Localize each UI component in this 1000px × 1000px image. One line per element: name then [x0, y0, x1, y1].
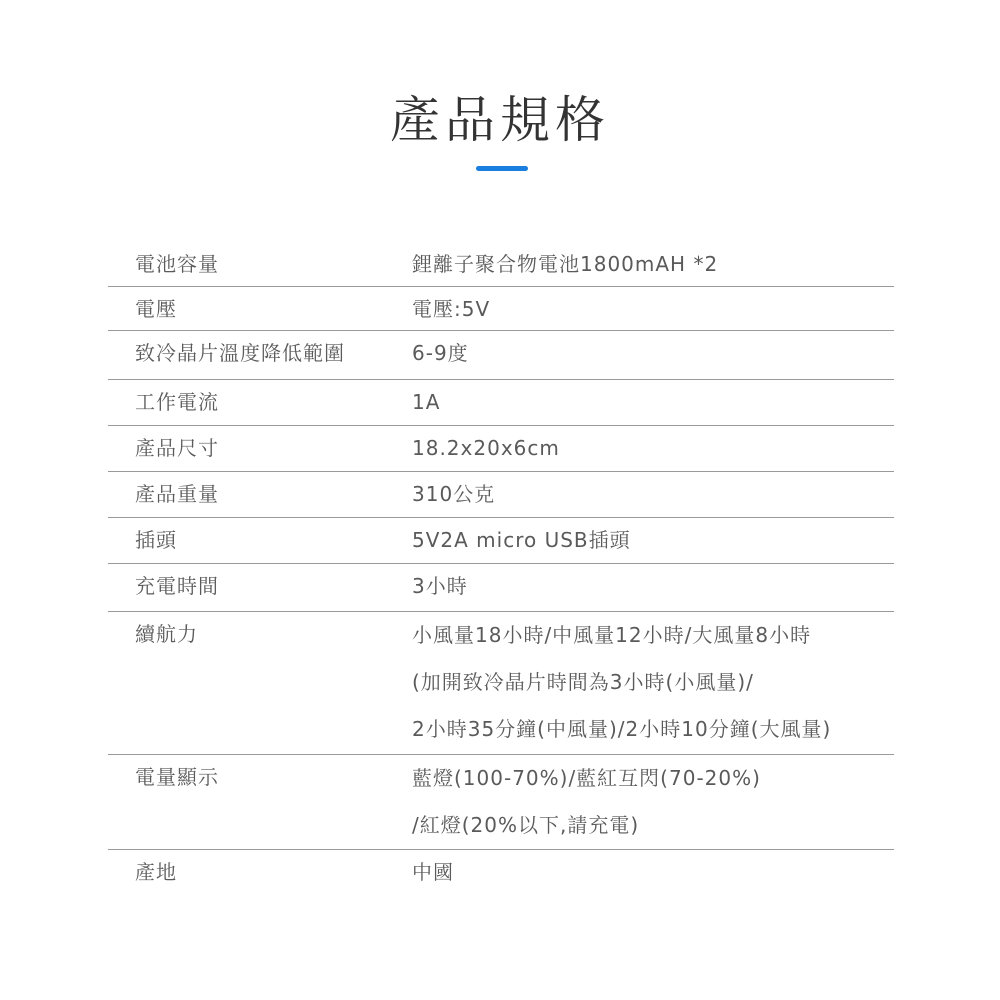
- spec-row-working-current: [108, 380, 894, 426]
- spec-value: [412, 426, 894, 471]
- spec-value: [412, 518, 894, 563]
- spec-value-line: 鋰離子聚合物電池1800mAH *2: [412, 252, 719, 276]
- spec-label: 電壓: [135, 297, 177, 321]
- spec-row-cooling-range: [108, 331, 894, 380]
- page-title: 產品規格: [390, 91, 610, 149]
- spec-value-line: 中國: [412, 860, 454, 884]
- spec-value-line: 電壓:5V: [412, 297, 491, 321]
- spec-value-line: /紅燈(20%以下,請充電): [412, 813, 640, 837]
- spec-value: [412, 331, 894, 379]
- spec-value: [412, 380, 894, 425]
- spec-row-battery-indicator: [108, 755, 894, 850]
- spec-label: 插頭: [135, 528, 177, 552]
- spec-value-line: 18.2x20x6cm: [412, 436, 560, 460]
- spec-value-line: (加開致冷晶片時間為3小時(小風量)/: [412, 670, 754, 694]
- spec-value-line: 藍燈(100-70%)/藍紅互閃(70-20%): [412, 766, 761, 790]
- spec-value: [412, 850, 894, 896]
- spec-row-product-size: [108, 426, 894, 472]
- spec-label: 續航力: [135, 622, 198, 646]
- spec-label: 工作電流: [135, 390, 219, 414]
- spec-row-product-weight: [108, 472, 894, 518]
- spec-value-line: 5V2A micro USB插頭: [412, 528, 631, 552]
- spec-value-line: 1A: [412, 390, 441, 414]
- spec-value-line: 310公克: [412, 482, 496, 506]
- spec-value-line: 2小時35分鐘(中風量)/2小時10分鐘(大風量): [412, 717, 832, 741]
- spec-row-charging-time: [108, 564, 894, 612]
- spec-label: 產品重量: [135, 482, 219, 506]
- spec-value: [412, 755, 894, 849]
- spec-label: 產品尺寸: [135, 436, 219, 460]
- spec-label: 電量顯示: [135, 765, 219, 789]
- spec-row-battery-capacity: [108, 242, 894, 287]
- spec-row-voltage: [108, 287, 894, 331]
- spec-row-plug: [108, 518, 894, 564]
- title-underline-accent: [476, 166, 528, 171]
- spec-value: [412, 287, 894, 330]
- spec-label: 致冷晶片溫度降低範圍: [135, 341, 345, 365]
- spec-table: [108, 242, 894, 896]
- spec-value: [412, 564, 894, 611]
- spec-label: 電池容量: [135, 252, 219, 276]
- spec-value-line: 3小時: [412, 574, 468, 598]
- spec-value: [412, 472, 894, 517]
- spec-value-line: 6-9度: [412, 341, 469, 365]
- spec-value: [412, 612, 894, 754]
- spec-value-line: 小風量18小時/中風量12小時/大風量8小時: [412, 623, 812, 647]
- spec-row-battery-life: [108, 612, 894, 755]
- spec-label: 產地: [135, 860, 177, 884]
- spec-value: [412, 242, 894, 286]
- spec-row-origin: [108, 850, 894, 896]
- spec-label: 充電時間: [135, 574, 219, 598]
